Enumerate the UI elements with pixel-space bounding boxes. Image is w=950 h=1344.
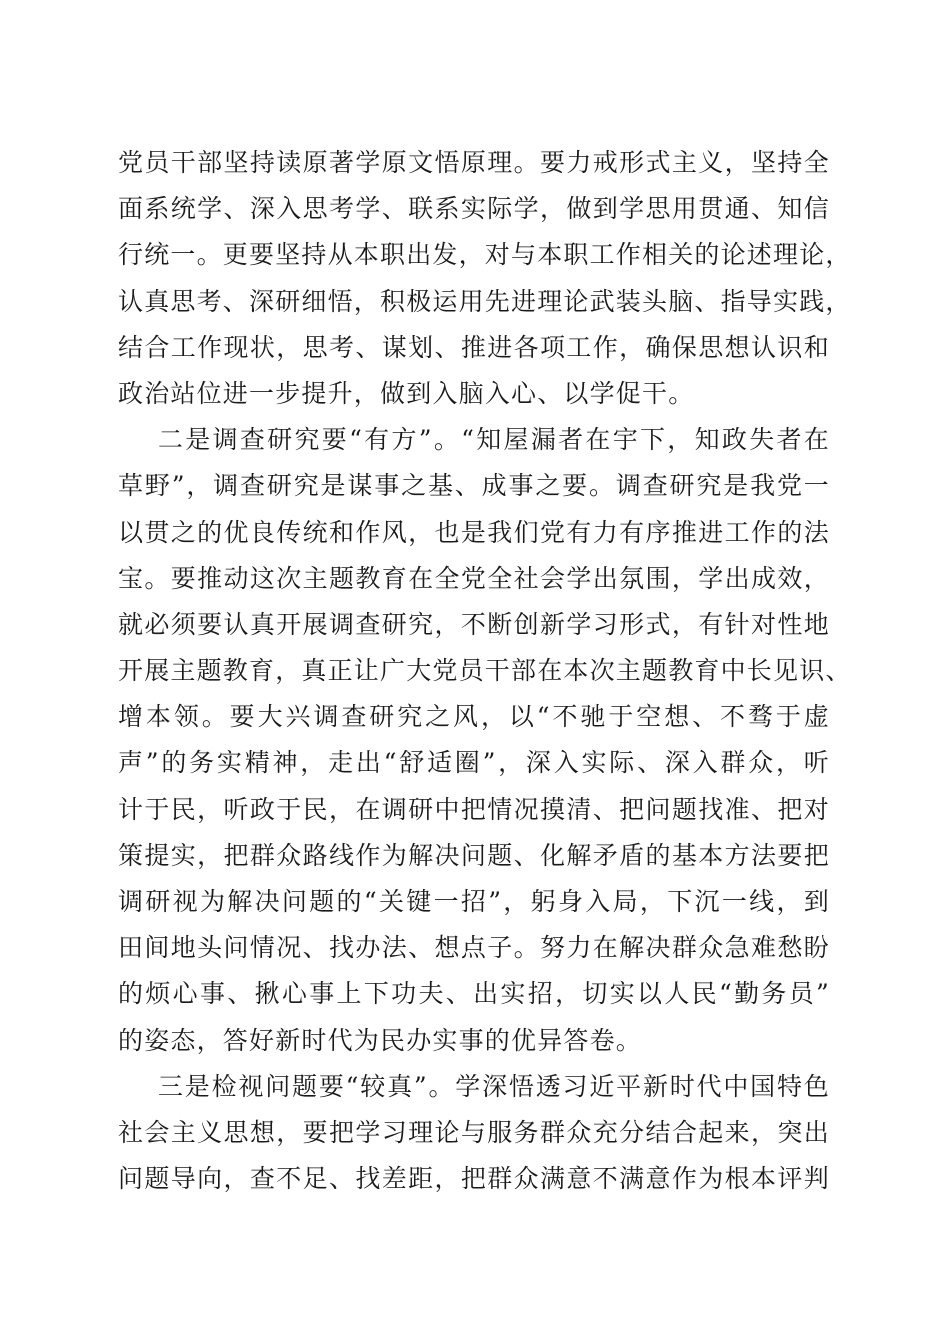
- text-line-16: 策提实，把群众路线作为解决问题、化解矛盾的基本方法要把: [118, 840, 830, 870]
- text-line-13: 增本领。要大兴调查研究之风，以“不驰于空想、不骛于虚: [118, 702, 830, 732]
- text-line-3: 行统一。更要坚持从本职出发，对与本职工作相关的论述理论，: [118, 240, 852, 270]
- text-line-17: 调研视为解决问题的“关键一招”，躬身入局，下沉一线，到: [118, 887, 830, 916]
- section-3-heading-line: 三是检视问题要“较真”。学深悟透习近平新时代中国特色: [158, 1071, 830, 1101]
- text-line-1: 党员干部坚持读原著学原文悟原理。要力戒形式主义，坚持全: [118, 148, 830, 177]
- text-line-14: 声”的务实精神，走出“舒适圈”，深入实际、深入群众，听: [118, 748, 830, 778]
- text-line-18: 田间地头问情况、找办法、想点子。努力在解决群众急难愁盼: [118, 933, 830, 963]
- text-line-19: 的烦心事、揪心事上下功夫、出实招，切实以人民“勤务员”: [118, 979, 830, 1009]
- text-line-4: 认真思考、深研细悟，积极运用先进理论武装头脑、指导实践，: [118, 286, 852, 316]
- text-line-15: 计于民，听政于民，在调研中把情况摸清、把问题找准、把对: [118, 794, 830, 824]
- text-line-8: 草野”，调查研究是谋事之基、成事之要。调查研究是我党一: [118, 471, 830, 501]
- text-line-11: 就必须要认真开展调查研究，不断创新学习形式，有针对性地: [118, 609, 830, 639]
- text-line-23: 问题导向，查不足、找差距，把群众满意不满意作为根本评判: [118, 1164, 830, 1194]
- body-text: [118, 140, 852, 1202]
- text-line-20: 的姿态，答好新时代为民办实事的优异答卷。: [118, 1025, 643, 1055]
- text-line-9: 以贯之的优良传统和作风，也是我们党有力有序推进工作的法: [118, 517, 830, 547]
- text-line-2: 面系统学、深入思考学、联系实际学，做到学思用贯通、知信: [118, 194, 830, 224]
- text-line-5: 结合工作现状，思考、谋划、推进各项工作，确保思想认识和: [118, 332, 830, 362]
- text-line-10: 宝。要推动这次主题教育在全党全社会学出氛围，学出成效，: [118, 563, 830, 593]
- text-line-12: 开展主题教育，真正让广大党员干部在本次主题教育中长见识、: [118, 656, 852, 686]
- text-line-22: 社会主义思想，要把学习理论与服务群众充分结合起来，突出: [118, 1117, 830, 1147]
- section-2-heading-line: 二是调查研究要“有方”。“知屋漏者在宇下，知政失者在: [158, 425, 830, 455]
- text-line-6: 政治站位进一步提升，做到入脑入心、以学促干。: [118, 378, 695, 408]
